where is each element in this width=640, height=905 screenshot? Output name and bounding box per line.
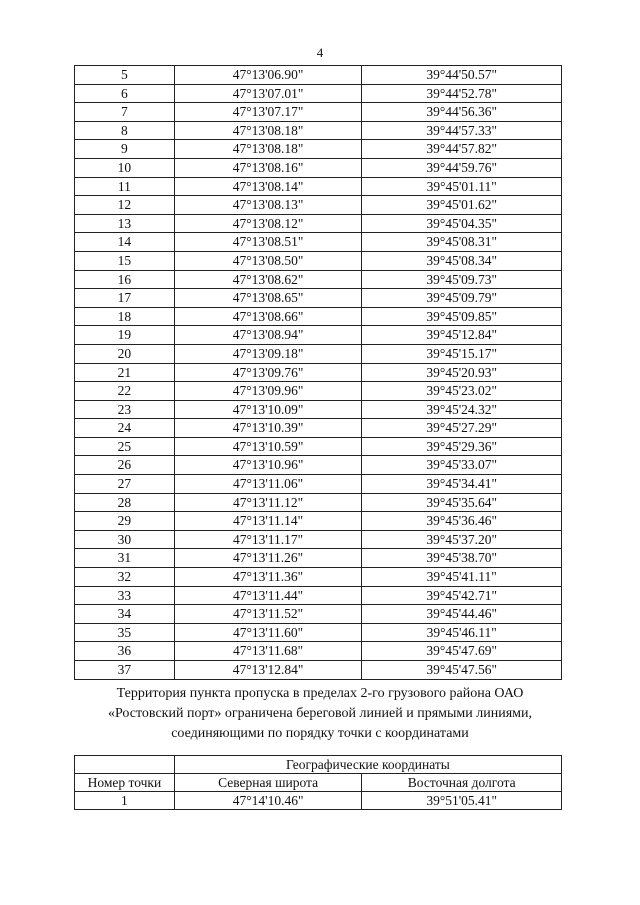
boundary-coordinates-table-body (75, 756, 562, 810)
longitude-cell: 39°45'15.17" (362, 344, 562, 363)
point-number-cell: 37 (75, 661, 175, 680)
table-row (75, 475, 562, 494)
longitude-cell: 39°45'09.73" (362, 270, 562, 289)
longitude-cell: 39°45'34.41" (362, 475, 562, 494)
point-number-cell: 22 (75, 382, 175, 401)
point-number-cell: 34 (75, 605, 175, 624)
latitude-cell: 47°13'11.14" (174, 512, 362, 531)
point-number-cell: 7 (75, 103, 175, 122)
point-number-cell: 28 (75, 493, 175, 512)
longitude-cell: 39°44'57.82" (362, 140, 562, 159)
coordinates-table (74, 65, 562, 680)
latitude-cell: 47°13'11.44" (174, 586, 362, 605)
table-row (75, 605, 562, 624)
table-row (75, 196, 562, 215)
table-row (75, 103, 562, 122)
longitude-cell: 39°44'59.76" (362, 158, 562, 177)
table-row (75, 623, 562, 642)
latitude-cell: 47°13'11.26" (174, 549, 362, 568)
longitude-cell: 39°45'12.84" (362, 326, 562, 345)
point-number-cell: 36 (75, 642, 175, 661)
longitude-cell: 39°45'08.31" (362, 233, 562, 252)
table-row (75, 530, 562, 549)
longitude-cell: 39°45'44.46" (362, 605, 562, 624)
point-number-cell: 1 (75, 792, 175, 810)
point-number-cell: 21 (75, 363, 175, 382)
longitude-cell: 39°44'57.33" (362, 121, 562, 140)
table-header-row (75, 756, 562, 774)
table-row (75, 66, 562, 85)
point-number-cell: 33 (75, 586, 175, 605)
point-number-cell: 9 (75, 140, 175, 159)
territory-description-line-2: «Ростовский порт» ограничена береговой линией и прямыми линиями, (107, 706, 533, 721)
latitude-cell: 47°13'08.66" (174, 307, 362, 326)
table-row (75, 568, 562, 587)
latitude-cell: 47°13'08.62" (174, 270, 362, 289)
point-number-cell: 25 (75, 437, 175, 456)
table-row (75, 140, 562, 159)
longitude-cell: 39°45'24.32" (362, 400, 562, 419)
latitude-cell: 47°13'10.09" (174, 400, 362, 419)
latitude-cell: 47°13'08.51" (174, 233, 362, 252)
latitude-cell: 47°13'08.12" (174, 214, 362, 233)
header-latitude: Северная широта (174, 774, 362, 792)
table-row (75, 289, 562, 308)
latitude-cell: 47°13'06.90" (174, 66, 362, 85)
table-row (75, 251, 562, 270)
table-header-row (75, 774, 562, 792)
longitude-cell: 39°51'05.41" (362, 792, 562, 810)
latitude-cell: 47°13'10.59" (174, 437, 362, 456)
point-number-cell: 11 (75, 177, 175, 196)
longitude-cell: 39°45'20.93" (362, 363, 562, 382)
table-row (75, 661, 562, 680)
latitude-cell: 47°13'08.94" (174, 326, 362, 345)
latitude-cell: 47°13'12.84" (174, 661, 362, 680)
longitude-cell: 39°45'46.11" (362, 623, 562, 642)
latitude-cell: 47°13'10.96" (174, 456, 362, 475)
longitude-cell: 39°45'29.36" (362, 437, 562, 456)
header-geo-coordinates: Географические координаты (174, 756, 561, 774)
latitude-cell: 47°13'07.01" (174, 84, 362, 103)
point-number-cell: 16 (75, 270, 175, 289)
latitude-cell: 47°13'07.17" (174, 103, 362, 122)
point-number-cell: 14 (75, 233, 175, 252)
table-row (75, 642, 562, 661)
latitude-cell: 47°13'11.52" (174, 605, 362, 624)
table-row (75, 363, 562, 382)
point-number-cell: 10 (75, 158, 175, 177)
table-row (75, 177, 562, 196)
table-row (75, 382, 562, 401)
longitude-cell: 39°45'01.11" (362, 177, 562, 196)
point-number-cell: 31 (75, 549, 175, 568)
table-row (75, 493, 562, 512)
point-number-cell: 35 (75, 623, 175, 642)
point-number-cell: 6 (75, 84, 175, 103)
table-row (75, 158, 562, 177)
point-number-cell: 29 (75, 512, 175, 531)
page-number: 4 (316, 45, 324, 60)
point-number-cell: 8 (75, 121, 175, 140)
longitude-cell: 39°45'42.71" (362, 586, 562, 605)
table-row (75, 419, 562, 438)
point-number-cell: 13 (75, 214, 175, 233)
table-row (75, 121, 562, 140)
latitude-cell: 47°13'08.18" (174, 121, 362, 140)
latitude-cell: 47°13'09.76" (174, 363, 362, 382)
point-number-cell: 26 (75, 456, 175, 475)
point-number-cell: 27 (75, 475, 175, 494)
point-number-cell: 19 (75, 326, 175, 345)
table-row (75, 84, 562, 103)
point-number-cell: 24 (75, 419, 175, 438)
latitude-cell: 47°13'11.68" (174, 642, 362, 661)
longitude-cell: 39°45'47.69" (362, 642, 562, 661)
latitude-cell: 47°13'08.13" (174, 196, 362, 215)
point-number-cell: 17 (75, 289, 175, 308)
latitude-cell: 47°13'08.18" (174, 140, 362, 159)
table-row (75, 400, 562, 419)
point-number-cell: 32 (75, 568, 175, 587)
longitude-cell: 39°44'52.78" (362, 84, 562, 103)
latitude-cell: 47°13'11.06" (174, 475, 362, 494)
latitude-cell: 47°13'11.17" (174, 530, 362, 549)
point-number-cell: 30 (75, 530, 175, 549)
latitude-cell: 47°13'08.14" (174, 177, 362, 196)
latitude-cell: 47°13'08.16" (174, 158, 362, 177)
longitude-cell: 39°44'56.36" (362, 103, 562, 122)
table-row (75, 307, 562, 326)
table-row (75, 344, 562, 363)
latitude-cell: 47°13'08.50" (174, 251, 362, 270)
longitude-cell: 39°45'04.35" (362, 214, 562, 233)
latitude-cell: 47°13'11.12" (174, 493, 362, 512)
boundary-coordinates-table (74, 755, 562, 810)
table-row (75, 233, 562, 252)
table-row (75, 326, 562, 345)
longitude-cell: 39°45'33.07" (362, 456, 562, 475)
longitude-cell: 39°45'37.20" (362, 530, 562, 549)
longitude-cell: 39°45'47.56" (362, 661, 562, 680)
longitude-cell: 39°45'09.79" (362, 289, 562, 308)
header-point-number: Номер точки (75, 774, 175, 792)
table-row (75, 549, 562, 568)
table-row (75, 586, 562, 605)
latitude-cell: 47°13'10.39" (174, 419, 362, 438)
coordinates-table-body (75, 66, 562, 680)
longitude-cell: 39°45'01.62" (362, 196, 562, 215)
latitude-cell: 47°13'11.36" (174, 568, 362, 587)
table-row (75, 792, 562, 810)
point-number-cell: 12 (75, 196, 175, 215)
latitude-cell: 47°13'09.18" (174, 344, 362, 363)
latitude-cell: 47°14'10.46" (174, 792, 362, 810)
point-number-cell: 15 (75, 251, 175, 270)
point-number-cell: 23 (75, 400, 175, 419)
table-row (75, 512, 562, 531)
longitude-cell: 39°45'08.34" (362, 251, 562, 270)
longitude-cell: 39°45'23.02" (362, 382, 562, 401)
longitude-cell: 39°45'35.64" (362, 493, 562, 512)
longitude-cell: 39°45'38.70" (362, 549, 562, 568)
longitude-cell: 39°44'50.57" (362, 66, 562, 85)
longitude-cell: 39°45'36.46" (362, 512, 562, 531)
header-empty-cell (75, 756, 175, 774)
table-row (75, 456, 562, 475)
point-number-cell: 20 (75, 344, 175, 363)
point-number-cell: 5 (75, 66, 175, 85)
header-longitude: Восточная долгота (362, 774, 562, 792)
territory-description (80, 684, 560, 744)
latitude-cell: 47°13'11.60" (174, 623, 362, 642)
longitude-cell: 39°45'27.29" (362, 419, 562, 438)
longitude-cell: 39°45'09.85" (362, 307, 562, 326)
latitude-cell: 47°13'09.96" (174, 382, 362, 401)
longitude-cell: 39°45'41.11" (362, 568, 562, 587)
point-number-cell: 18 (75, 307, 175, 326)
territory-description-line-1: Территория пункта пропуска в пределах 2-го грузового района ОАО (116, 686, 524, 701)
table-row (75, 214, 562, 233)
table-row (75, 270, 562, 289)
latitude-cell: 47°13'08.65" (174, 289, 362, 308)
territory-description-line-3: соединяющими по порядку точки с координатами (171, 726, 469, 741)
table-row (75, 437, 562, 456)
